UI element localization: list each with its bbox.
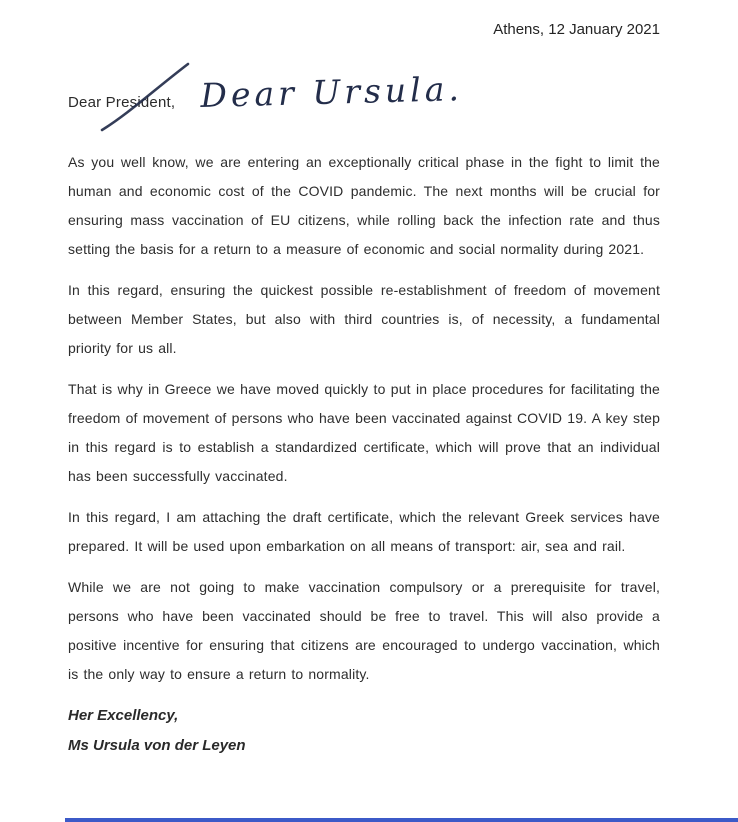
paragraph-4: In this regard, I am attaching the draft certificate, which the relevant Greek services have prepared. It will be used upon embarkation on all means of transport: air, sea and rail. bbox=[68, 509, 660, 554]
closing-block bbox=[68, 701, 660, 761]
paragraph-1: As you well know, we are entering an exceptionally critical phase in the fight to limit the human and economic cost of the COVID pandemic. The next months will be crucial for ensuring mass vaccination of EU citizens, while rolling back the infection rate and thus setting the basis for a return to a measure of economic and social normality during 2021. bbox=[68, 154, 660, 257]
paragraph-5: While we are not going to make vaccination compulsory or a prerequisite for travel, persons who have been vaccinated should be free to travel. This will also provide a positive incentive for ensuring that citizens are encouraged to undergo vaccination, which is the only way to ensure a return to normality. bbox=[68, 579, 660, 682]
salutation-typed: Dear President, bbox=[68, 94, 176, 111]
letter-body bbox=[68, 148, 660, 689]
closing-line-1: Her Excellency, bbox=[68, 707, 179, 724]
closing-line-2: Ms Ursula von der Leyen bbox=[68, 737, 246, 754]
footer-blue-bar bbox=[65, 818, 738, 822]
paragraph-3: That is why in Greece we have moved quickly to put in place procedures for facilitating the freedom of movement of persons who have been vaccinated against COVID 19. A key step in this regard is to establish a standardized certificate, which will prove that an individual has been successfully vaccinated. bbox=[68, 381, 660, 484]
paragraph-2: In this regard, ensuring the quickest possible re-establishment of freedom of movement between Member States, but also with third countries is, of necessity, a fundamental priority for us all. bbox=[68, 282, 660, 356]
salutation-row bbox=[68, 69, 660, 132]
handwritten-salutation: Dear Ursula. bbox=[200, 69, 464, 115]
dateline: Athens, 12 January 2021 bbox=[493, 21, 660, 38]
